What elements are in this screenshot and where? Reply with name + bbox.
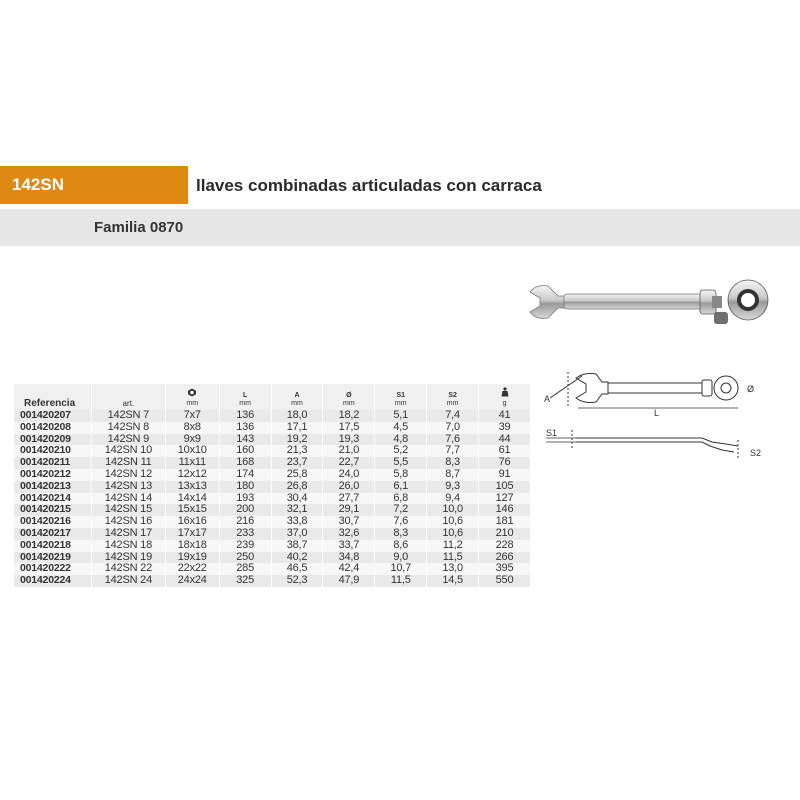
cell-l: 216 xyxy=(219,516,271,528)
cell-diameter: 21,0 xyxy=(323,445,375,457)
cell-s2: 8,7 xyxy=(427,469,479,481)
cell-l: 136 xyxy=(219,410,271,422)
cell-weight: 41 xyxy=(479,410,531,422)
cell-art: 142SN 13 xyxy=(91,481,165,493)
dim-label-a: A xyxy=(544,394,551,404)
cell-weight: 210 xyxy=(479,528,531,540)
cell-diameter: 32,6 xyxy=(323,528,375,540)
cell-l: 136 xyxy=(219,422,271,434)
cell-a: 40,2 xyxy=(271,552,323,564)
cell-referencia: 001420222 xyxy=(14,563,92,575)
cell-art: 142SN 9 xyxy=(91,434,165,446)
dim-label-s2: S2 xyxy=(750,448,762,458)
cell-a: 19,2 xyxy=(271,434,323,446)
cell-a: 30,4 xyxy=(271,493,323,505)
cell-s1: 5,8 xyxy=(375,469,427,481)
cell-diameter: 33,7 xyxy=(323,540,375,552)
cell-s2: 7,0 xyxy=(427,422,479,434)
cell-art: 142SN 15 xyxy=(91,504,165,516)
cell-l: 143 xyxy=(219,434,271,446)
cell-a: 23,7 xyxy=(271,457,323,469)
cell-s2: 9,3 xyxy=(427,481,479,493)
cell-art: 142SN 19 xyxy=(91,552,165,564)
cell-s1: 4,8 xyxy=(375,434,427,446)
cell-art: 142SN 7 xyxy=(91,410,165,422)
product-code: 142SN xyxy=(12,175,64,194)
cell-weight: 127 xyxy=(479,493,531,505)
cell-s1: 8,3 xyxy=(375,528,427,540)
cell-art: 142SN 22 xyxy=(91,563,165,575)
cell-s2: 7,4 xyxy=(427,410,479,422)
cell-s1: 5,1 xyxy=(375,410,427,422)
cell-s1: 8,6 xyxy=(375,540,427,552)
cell-size: 24x24 xyxy=(165,575,219,587)
cell-size: 13x13 xyxy=(165,481,219,493)
cell-referencia: 001420224 xyxy=(14,575,92,587)
cell-a: 38,7 xyxy=(271,540,323,552)
cell-s1: 7,6 xyxy=(375,516,427,528)
product-header xyxy=(0,166,800,204)
cell-s2: 10,6 xyxy=(427,528,479,540)
cell-art: 142SN 10 xyxy=(91,445,165,457)
column-header-diameter: Ø mm xyxy=(323,384,375,410)
cell-size: 18x18 xyxy=(165,540,219,552)
cell-referencia: 001420212 xyxy=(14,469,92,481)
column-header-weight: g xyxy=(479,384,531,410)
cell-diameter: 42,4 xyxy=(323,563,375,575)
specifications-body xyxy=(14,410,531,587)
cell-size: 10x10 xyxy=(165,445,219,457)
cell-s2: 8,3 xyxy=(427,457,479,469)
wrench-product-image xyxy=(526,276,776,330)
cell-l: 174 xyxy=(219,469,271,481)
cell-diameter: 47,9 xyxy=(323,575,375,587)
cell-s2: 14,5 xyxy=(427,575,479,587)
cell-weight: 61 xyxy=(479,445,531,457)
cell-weight: 228 xyxy=(479,540,531,552)
table-row xyxy=(14,469,531,481)
cell-referencia: 001420214 xyxy=(14,493,92,505)
cell-art: 142SN 12 xyxy=(91,469,165,481)
table-row xyxy=(14,528,531,540)
cell-size: 11x11 xyxy=(165,457,219,469)
cell-diameter: 18,2 xyxy=(323,410,375,422)
column-header-l: L mm xyxy=(219,384,271,410)
cell-diameter: 27,7 xyxy=(323,493,375,505)
familia-bar xyxy=(0,209,800,246)
table-header-row xyxy=(14,384,531,410)
cell-referencia: 001420210 xyxy=(14,445,92,457)
product-title: llaves combinadas articuladas con carraca xyxy=(196,176,542,195)
cell-a: 26,8 xyxy=(271,481,323,493)
cell-s2: 10,6 xyxy=(427,516,479,528)
cell-size: 9x9 xyxy=(165,434,219,446)
cell-size: 15x15 xyxy=(165,504,219,516)
cell-a: 17,1 xyxy=(271,422,323,434)
column-header-art: art. xyxy=(91,384,165,410)
cell-s2: 13,0 xyxy=(427,563,479,575)
cell-diameter: 34,8 xyxy=(323,552,375,564)
dim-label-diameter: Ø xyxy=(747,384,755,394)
cell-size: 8x8 xyxy=(165,422,219,434)
cell-art: 142SN 11 xyxy=(91,457,165,469)
cell-s2: 11,2 xyxy=(427,540,479,552)
column-header-a: A mm xyxy=(271,384,323,410)
cell-weight: 76 xyxy=(479,457,531,469)
cell-a: 46,5 xyxy=(271,563,323,575)
cell-s1: 6,8 xyxy=(375,493,427,505)
cell-referencia: 001420213 xyxy=(14,481,92,493)
wrench-size-icon xyxy=(187,388,197,397)
cell-s1: 7,2 xyxy=(375,504,427,516)
table-row xyxy=(14,422,531,434)
column-header-s1: S1 mm xyxy=(375,384,427,410)
table-row xyxy=(14,575,531,587)
cell-art: 142SN 18 xyxy=(91,540,165,552)
cell-referencia: 001420211 xyxy=(14,457,92,469)
cell-referencia: 001420217 xyxy=(14,528,92,540)
cell-art: 142SN 14 xyxy=(91,493,165,505)
cell-size: 7x7 xyxy=(165,410,219,422)
cell-diameter: 22,7 xyxy=(323,457,375,469)
cell-s1: 9,0 xyxy=(375,552,427,564)
cell-weight: 91 xyxy=(479,469,531,481)
cell-referencia: 001420219 xyxy=(14,552,92,564)
wrench-dimension-diagram xyxy=(542,368,774,460)
cell-diameter: 17,5 xyxy=(323,422,375,434)
cell-size: 17x17 xyxy=(165,528,219,540)
cell-l: 200 xyxy=(219,504,271,516)
cell-weight: 146 xyxy=(479,504,531,516)
cell-weight: 181 xyxy=(479,516,531,528)
cell-art: 142SN 16 xyxy=(91,516,165,528)
cell-size: 16x16 xyxy=(165,516,219,528)
weight-icon xyxy=(501,387,509,397)
dim-label-l: L xyxy=(654,408,660,418)
cell-a: 32,1 xyxy=(271,504,323,516)
column-header-referencia: Referencia xyxy=(14,384,92,410)
familia-label: Familia 0870 xyxy=(94,219,184,236)
cell-s2: 11,5 xyxy=(427,552,479,564)
cell-diameter: 24,0 xyxy=(323,469,375,481)
cell-referencia: 001420207 xyxy=(14,410,92,422)
cell-diameter: 26,0 xyxy=(323,481,375,493)
cell-size: 19x19 xyxy=(165,552,219,564)
cell-l: 233 xyxy=(219,528,271,540)
cell-a: 18,0 xyxy=(271,410,323,422)
cell-l: 168 xyxy=(219,457,271,469)
table-row xyxy=(14,540,531,552)
column-header-size: mm xyxy=(165,384,219,410)
cell-weight: 44 xyxy=(479,434,531,446)
cell-weight: 105 xyxy=(479,481,531,493)
cell-weight: 39 xyxy=(479,422,531,434)
cell-a: 21,3 xyxy=(271,445,323,457)
cell-s2: 7,7 xyxy=(427,445,479,457)
cell-referencia: 001420218 xyxy=(14,540,92,552)
cell-s2: 10,0 xyxy=(427,504,479,516)
cell-weight: 395 xyxy=(479,563,531,575)
cell-s1: 6,1 xyxy=(375,481,427,493)
cell-referencia: 001420208 xyxy=(14,422,92,434)
cell-diameter: 19,3 xyxy=(323,434,375,446)
cell-size: 22x22 xyxy=(165,563,219,575)
cell-size: 14x14 xyxy=(165,493,219,505)
cell-s2: 9,4 xyxy=(427,493,479,505)
cell-a: 33,8 xyxy=(271,516,323,528)
specifications-table xyxy=(13,384,531,587)
cell-l: 193 xyxy=(219,493,271,505)
cell-diameter: 29,1 xyxy=(323,504,375,516)
cell-l: 250 xyxy=(219,552,271,564)
product-code-badge xyxy=(0,166,188,204)
cell-art: 142SN 24 xyxy=(91,575,165,587)
column-header-s2: S2 mm xyxy=(427,384,479,410)
table-row xyxy=(14,481,531,493)
cell-l: 285 xyxy=(219,563,271,575)
cell-weight: 550 xyxy=(479,575,531,587)
cell-art: 142SN 17 xyxy=(91,528,165,540)
cell-l: 180 xyxy=(219,481,271,493)
cell-a: 37,0 xyxy=(271,528,323,540)
cell-weight: 266 xyxy=(479,552,531,564)
cell-l: 239 xyxy=(219,540,271,552)
cell-s1: 5,5 xyxy=(375,457,427,469)
cell-referencia: 001420215 xyxy=(14,504,92,516)
cell-l: 325 xyxy=(219,575,271,587)
cell-s1: 11,5 xyxy=(375,575,427,587)
cell-a: 52,3 xyxy=(271,575,323,587)
cell-l: 160 xyxy=(219,445,271,457)
cell-a: 25,8 xyxy=(271,469,323,481)
cell-s1: 4,5 xyxy=(375,422,427,434)
cell-s1: 5,2 xyxy=(375,445,427,457)
cell-diameter: 30,7 xyxy=(323,516,375,528)
cell-referencia: 001420216 xyxy=(14,516,92,528)
cell-size: 12x12 xyxy=(165,469,219,481)
cell-art: 142SN 8 xyxy=(91,422,165,434)
dim-label-s1: S1 xyxy=(546,428,558,438)
cell-s1: 10,7 xyxy=(375,563,427,575)
cell-referencia: 001420209 xyxy=(14,434,92,446)
cell-s2: 7,6 xyxy=(427,434,479,446)
